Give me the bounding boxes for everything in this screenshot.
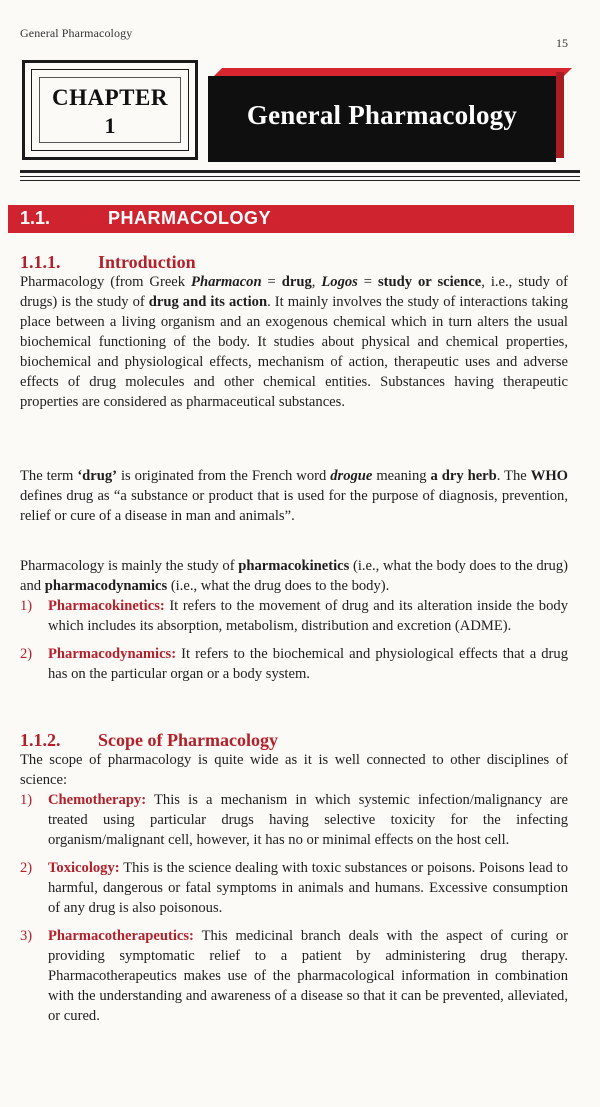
list-item: 2) Toxicology: This is the science dealing with toxic substances or poisons. Poisons lead to harmful, dangerous or fatal symptoms in animals and humans. Excessive consumption of any drug is also poisonous.: [20, 860, 568, 916]
intro-paragraph-2: The term ‘drug’ is originated from the French word drogue meaning a dry herb. The WHO defines drug as “a substance or product that is used for the purpose of diagnosis, prevention, relief or cure of a disease in man and animals”.: [20, 468, 569, 524]
list-item: 1) Pharmacokinetics: It refers to the movement of drug and its alteration inside the body which includes its absorption, metabolism, distribution and excretion (ADME).: [20, 598, 568, 634]
intro-heading: [20, 252, 568, 272]
divider-rule: [20, 170, 580, 173]
list-item: 1) Chemotherapy: This is a mechanism in which systemic infection/malignancy are treated using particular drugs having selective toxicity for the infecting organism/malignant cell, however, it has no or minimal effects on the host cell.: [20, 792, 568, 848]
chapter-label-box: [22, 60, 198, 160]
section-heading-bar: [8, 205, 574, 233]
scope-section: [20, 730, 568, 1026]
intro-section: [20, 252, 568, 412]
list-item: 3) Pharmacotherapeutics: This medicinal branch deals with the aspect of curing or providing symptomatic relief to a patient by administering drug therapy. Pharmacotherapeutics makes use of the pharmacological information in combination with the understanding and awareness of a disease so that it can be prevented, alleviated, or cured.: [20, 928, 568, 1024]
intro-heading-title: Introduction: [98, 252, 196, 272]
chapter-label: CHAPTER: [52, 85, 168, 110]
list-item: 2) Pharmacodynamics: It refers to the biochemical and physiological effects that a drug has on the particular organ or a body system.: [20, 646, 568, 682]
divider-rule: [20, 180, 580, 181]
scope-heading: [20, 730, 568, 750]
scope-heading-number: 1.1.2.: [20, 730, 61, 750]
intro-paragraph-3: Pharmacology is mainly the study of pharmacokinetics (i.e., what the body does to the drug) and pharmacodynamics (i.e., what the drug does to the body).: [20, 558, 568, 594]
section-title: PHARMACOLOGY: [108, 208, 271, 228]
section-number: 1.1.: [20, 208, 51, 228]
pk-pd-paragraph: [20, 556, 568, 684]
page-number: 15: [556, 36, 568, 50]
scope-heading-title: Scope of Pharmacology: [98, 730, 278, 750]
intro-paragraph-1: Pharmacology (from Greek Pharmacon = drug, Logos = study or science, i.e., study of drugs) is the study of drug and its action. It mainly involves the study of interactions taking place between a living organism and an exogenous chemical which in turn alters the usual biochemical functioning of the body. It studies about physical and chemical properties, biochemical and physiological effects, mechanism of action, therapeutic uses and adverse effects of drug molecules and other chemical entities. Substances having therapeutic properties are considered as pharmaceutical substances.: [20, 274, 569, 410]
divider-rule: [20, 176, 580, 177]
intro-heading-number: 1.1.1.: [20, 252, 61, 272]
drug-definition-paragraph: [20, 466, 568, 526]
running-head: General Pharmacology: [20, 26, 133, 40]
chapter-title: General Pharmacology: [246, 100, 518, 130]
chapter-title-banner: [208, 76, 556, 162]
scope-intro: The scope of pharmacology is quite wide as it is well connected to other disciplines of science:: [20, 752, 568, 788]
chapter-number: 1: [104, 113, 116, 138]
